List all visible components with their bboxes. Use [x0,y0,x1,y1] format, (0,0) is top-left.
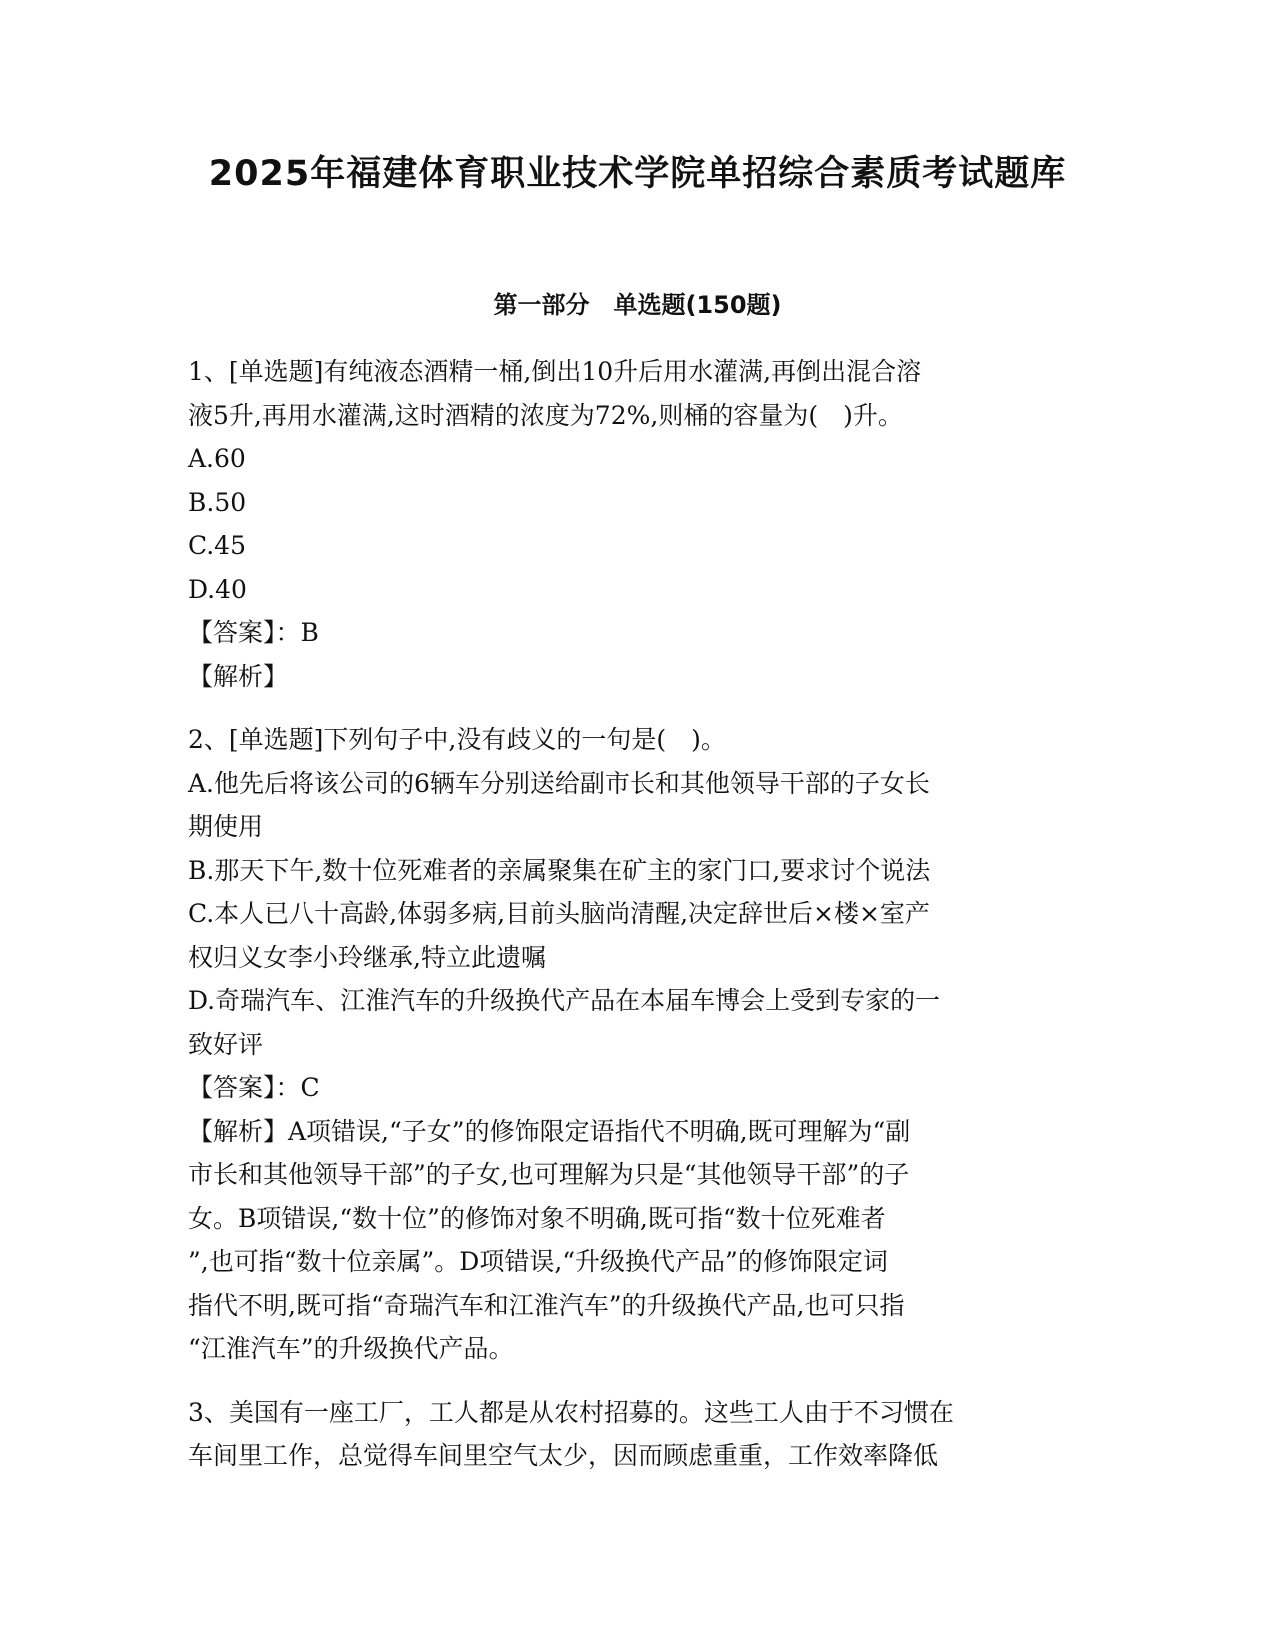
question-text-line: 车间里工作，总觉得车间里空气太少，因而顾虑重重，工作效率降低 [188,1441,939,1470]
option-line: A.他先后将该公司的6辆车分别送给副市长和其他领导干部的子女长 [188,768,930,798]
analysis-line: 【解析】A项错误,“子女”的修饰限定语指代不明确,既可理解为“副 [188,1116,911,1146]
option-line: C.本人已八十高龄,体弱多病,目前头脑尚清醒,决定辞世后×楼×室产 [188,899,930,928]
section-heading: 第一部分 单选题(150题) [493,291,782,319]
analysis-line: 女。B项错误,“数十位”的修饰对象不明确,既可指“数十位死难者 [188,1203,886,1233]
option-c: C.45 [188,531,246,560]
analysis-line: 指代不明,既可指“奇瑞汽车和江淮汽车”的升级换代产品,也可只指 [188,1290,905,1320]
option-b: B.50 [188,487,247,517]
option-d: D.40 [188,574,247,604]
document-body [188,350,1083,1478]
option-line: 期使用 [188,812,264,841]
question-spacer [188,698,1083,718]
document-title: 2025年福建体育职业技术学院单招综合素质考试题库 [208,154,1067,194]
question-text-line: 1、[单选题]有纯液态酒精一桶,倒出10升后用水灌满,再倒出混合溶 [188,357,922,386]
analysis-line: “江淮汽车”的升级换代产品。 [188,1334,514,1363]
analysis-line: 【解析】 [188,661,289,691]
question-spacer [188,1371,1083,1391]
option-a: A.60 [188,444,246,473]
question-text-line: 2、[单选题]下列句子中,没有歧义的一句是( )。 [188,725,726,754]
question-text-line: 3、美国有一座工厂，工人都是从农村招募的。这些工人由于不习惯在 [188,1397,954,1427]
option-line: B.那天下午,数十位死难者的亲属聚集在矿主的家门口,要求讨个说法 [188,855,931,885]
option-line: 致好评 [188,1029,264,1059]
question-2 [188,718,1083,1371]
question-text-line: 液5升,再用水灌满,这时酒精的浓度为72%,则桶的容量为( )升。 [188,400,903,430]
answer-line: 【答案】：B [188,618,319,647]
analysis-line: ”,也可指“数十位亲属”。D项错误,“升级换代产品”的修饰限定词 [188,1247,888,1276]
analysis-line: 市长和其他领导干部”的子女,也可理解为只是“其他领导干部”的子 [188,1160,910,1189]
option-line: 权归义女李小玲继承,特立此遗嘱 [188,942,546,972]
question-1 [188,350,1083,698]
option-line: D.奇瑞汽车、江淮汽车的升级换代产品在本届车博会上受到专家的一 [188,986,941,1015]
answer-line: 【答案】：C [188,1073,320,1102]
question-3 [188,1391,1083,1478]
